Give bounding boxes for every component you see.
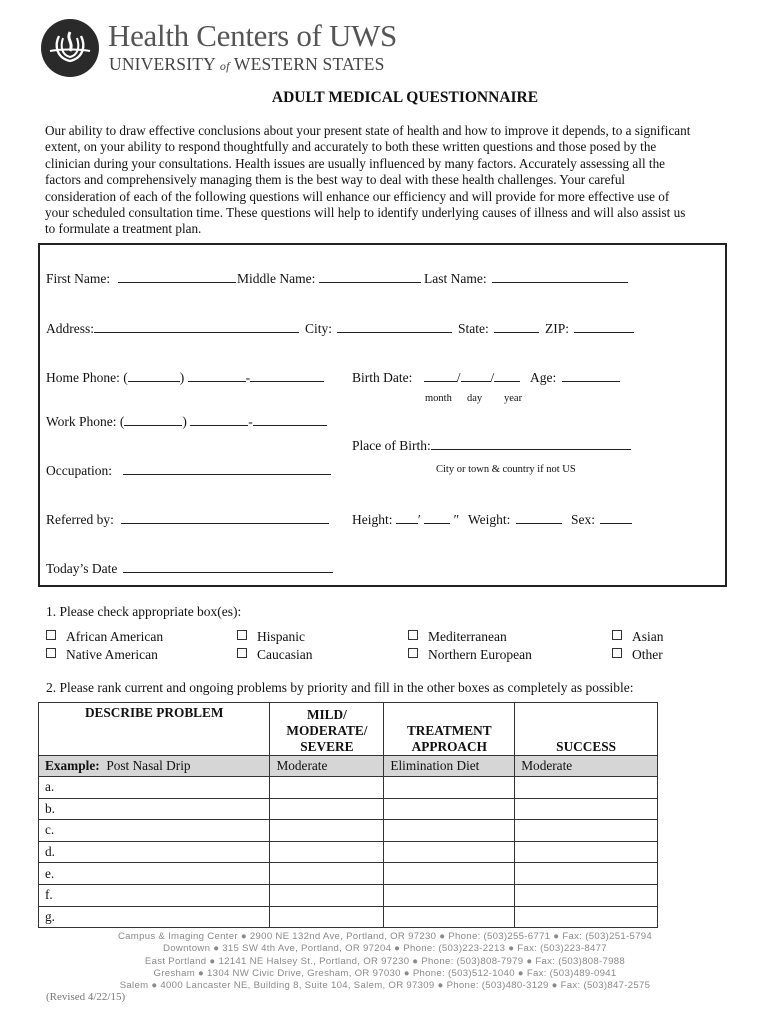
table-cell[interactable] <box>384 841 515 863</box>
todays-date-field[interactable]: Today’s Date <box>46 560 333 577</box>
table-cell[interactable] <box>384 777 515 799</box>
birth-date-field[interactable]: Birth Date: / / <box>352 369 520 386</box>
revision-note: (Revised 4/22/15) <box>46 991 126 1003</box>
page-title: ADULT MEDICAL QUESTIONNAIRE <box>271 89 539 106</box>
example-severity-cell: Moderate <box>270 756 384 777</box>
question-2-label: 2. Please rank current and ongoing problems by priority and fill in the other boxes as completely as possible: <box>46 680 634 695</box>
zip-field[interactable]: ZIP: <box>545 320 634 337</box>
table-row[interactable] <box>39 777 658 799</box>
table-cell[interactable] <box>515 863 658 885</box>
checkbox-caucasian[interactable]: Caucasian <box>237 647 312 663</box>
checkbox-icon[interactable] <box>408 630 418 640</box>
table-cell[interactable] <box>515 798 658 820</box>
table-row[interactable] <box>39 798 658 820</box>
table-cell[interactable] <box>515 906 658 928</box>
checkbox-icon[interactable] <box>612 630 622 640</box>
place-of-birth-field[interactable]: Place of Birth: <box>352 437 631 454</box>
checkbox-asian[interactable]: Asian <box>612 629 664 645</box>
row-label[interactable]: b. <box>39 798 270 820</box>
sex-field[interactable]: Sex: <box>571 511 632 528</box>
table-cell[interactable] <box>270 906 384 928</box>
day-hint: day <box>467 393 483 404</box>
table-cell[interactable] <box>515 841 658 863</box>
address-field[interactable]: Address: <box>46 320 299 337</box>
last-name-field[interactable]: Last Name: <box>424 270 628 287</box>
header-treatment-approach: TREATMENT APPROACH <box>384 703 515 756</box>
table-cell[interactable] <box>515 820 658 842</box>
referred-by-field[interactable]: Referred by: <box>46 511 329 528</box>
header-describe-problem: DESCRIBE PROBLEM <box>39 703 270 756</box>
checkbox-icon[interactable] <box>237 630 247 640</box>
table-row[interactable] <box>39 820 658 842</box>
state-field[interactable]: State: <box>458 320 539 337</box>
table-cell[interactable] <box>384 884 515 906</box>
occupation-field[interactable]: Occupation: <box>46 462 331 479</box>
checkbox-african-american[interactable]: African American <box>46 629 163 645</box>
table-cell[interactable] <box>384 798 515 820</box>
table-cell[interactable] <box>515 884 658 906</box>
row-label[interactable]: c. <box>39 820 270 842</box>
checkbox-icon[interactable] <box>612 648 622 658</box>
table-cell[interactable] <box>270 884 384 906</box>
checkbox-native-american[interactable]: Native American <box>46 647 158 663</box>
example-treatment-cell: Elimination Diet <box>384 756 515 777</box>
table-row[interactable] <box>39 884 658 906</box>
year-hint: year <box>504 393 523 404</box>
table-row[interactable] <box>39 906 658 928</box>
home-phone-field[interactable]: Home Phone: ( ) - <box>46 369 324 386</box>
checkbox-icon[interactable] <box>46 630 56 640</box>
table-cell[interactable] <box>270 863 384 885</box>
header-success: SUCCESS <box>515 703 658 756</box>
row-label[interactable]: g. <box>39 906 270 928</box>
brand-subtitle: UNIVERSITY of WESTERN STATES <box>109 54 385 74</box>
table-cell[interactable] <box>270 777 384 799</box>
footer-locations: Campus & Imaging Center ● 2900 NE 132nd Ave, Portland, OR 97230 ● Phone: (503)255-6771 ● Fax: (503)251-5794 Downtown ● 315 SW 4th Ave, Portland, OR 97204 ● Phone: (503)223-2213 ● Fax: (503)223-8477 East Portland ● 12141 NE Halsey St., Portland, OR 97230 ● Phone: (503)808-7979 ● Fax: (503)808-7988 Gresham ● 1304 NW Civic Drive, Gresham, OR 97030 ● Phone: (503)512-1040 ● Fax: (503)489-0941 Salem ● 4000 Lancaster NE, Building 8, Suite 104, Salem, OR 97309 ● Phone: (503)480-3129 ● Fax: (503)847-2575 <box>117 931 653 992</box>
checkbox-mediterranean[interactable]: Mediterranean <box>408 629 507 645</box>
brand-name: Health Centers of UWS <box>108 18 397 53</box>
work-phone-field[interactable]: Work Phone: ( ) - <box>46 413 327 430</box>
checkbox-icon[interactable] <box>237 648 247 658</box>
checkbox-icon[interactable] <box>408 648 418 658</box>
age-field[interactable]: Age: <box>530 369 620 386</box>
question-1-label: 1. Please check appropriate box(es): <box>46 604 242 619</box>
place-of-birth-hint: City or town & country if not US <box>436 464 576 475</box>
header-severity: MILD/ MODERATE/ SEVERE <box>270 703 384 756</box>
row-label[interactable]: d. <box>39 841 270 863</box>
middle-name-field[interactable]: Middle Name: <box>237 270 421 287</box>
checkbox-other[interactable]: Other <box>612 647 663 663</box>
weight-field[interactable]: Weight: <box>468 511 562 528</box>
city-field[interactable]: City: <box>305 320 452 337</box>
table-cell[interactable] <box>384 863 515 885</box>
checkbox-icon[interactable] <box>46 648 56 658</box>
height-field[interactable]: Height: ′ ″ <box>352 512 460 527</box>
table-row[interactable] <box>39 863 658 885</box>
example-row <box>39 756 658 777</box>
table-cell[interactable] <box>270 820 384 842</box>
row-label[interactable]: f. <box>39 884 270 906</box>
month-hint: month <box>425 393 452 404</box>
table-row[interactable] <box>39 841 658 863</box>
row-label[interactable]: e. <box>39 863 270 885</box>
checkbox-hispanic[interactable]: Hispanic <box>237 629 305 645</box>
table-cell[interactable] <box>384 906 515 928</box>
checkbox-northern-european[interactable]: Northern European <box>408 647 532 663</box>
problems-table <box>38 702 658 928</box>
table-cell[interactable] <box>270 798 384 820</box>
table-cell[interactable] <box>384 820 515 842</box>
first-name-field[interactable]: First Name: <box>46 270 236 287</box>
uws-logo <box>40 18 100 78</box>
example-success-cell: Moderate <box>515 756 658 777</box>
table-cell[interactable] <box>515 777 658 799</box>
intro-paragraph: Our ability to draw effective conclusions about your present state of health and how to improve it depends, to a significant extent, on your ability to respond thoughtfully and accurately to both these written questions and those posed by the clinician during your consultations. Health issues are usually influenced by many factors. Accurately assessing all the factors and comprehensively managing them is the best way to deal with these health challenges. Your careful consideration of each of the following questions will enhance our efficiency and will provide for more effective use of your scheduled consultation time. These questions will help to identify underlying causes of illness and will also assist us to formulate a treatment plan. <box>45 123 691 237</box>
example-problem-cell: Example: Post Nasal Drip <box>39 756 270 777</box>
row-label[interactable]: a. <box>39 777 270 799</box>
table-cell[interactable] <box>270 841 384 863</box>
